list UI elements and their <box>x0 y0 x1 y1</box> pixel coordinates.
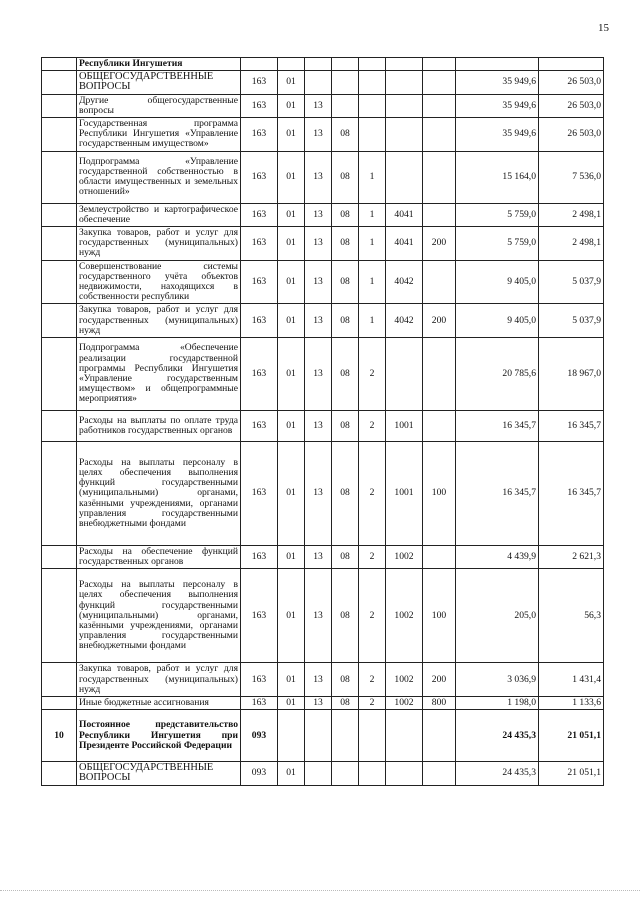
item-name-cell: Постоянное представительство Республики Ингушетия при Президенте Российской Федерации <box>77 710 241 762</box>
subprogram-code-cell: 1 <box>359 227 386 261</box>
planned-amount-cell: 35 949,6 <box>456 94 539 117</box>
program-code-cell: 08 <box>332 151 359 203</box>
subprogram-code-cell: 2 <box>359 697 386 710</box>
planned-amount-cell: 5 759,0 <box>456 203 539 226</box>
row-number-cell <box>42 762 77 785</box>
item-name-cell: Другие общегосударственные вопросы <box>77 94 241 117</box>
planned-amount-cell: 24 435,3 <box>456 710 539 762</box>
planned-amount-cell <box>456 58 539 71</box>
actual-amount-cell: 1 133,6 <box>539 697 604 710</box>
actual-amount-cell: 2 498,1 <box>539 203 604 226</box>
department-code-cell: 163 <box>241 94 278 117</box>
department-code-cell: 163 <box>241 227 278 261</box>
actual-amount-cell: 26 503,0 <box>539 71 604 94</box>
actual-amount-cell: 5 037,9 <box>539 304 604 338</box>
program-code-cell <box>332 710 359 762</box>
expense-type-code-cell <box>423 546 456 569</box>
page-number: 15 <box>598 22 609 34</box>
planned-amount-cell: 4 439,9 <box>456 546 539 569</box>
target-article-code-cell: 4041 <box>386 203 423 226</box>
section-code-cell <box>278 710 305 762</box>
section-code-cell <box>278 58 305 71</box>
subprogram-code-cell <box>359 118 386 152</box>
target-article-code-cell: 4042 <box>386 260 423 304</box>
section-code-cell: 01 <box>278 118 305 152</box>
department-code-cell: 163 <box>241 203 278 226</box>
subsection-code-cell: 13 <box>305 94 332 117</box>
planned-amount-cell: 35 949,6 <box>456 71 539 94</box>
target-article-code-cell <box>386 94 423 117</box>
planned-amount-cell: 9 405,0 <box>456 260 539 304</box>
budget-table <box>41 57 604 786</box>
item-name-cell: Закупка товаров, работ и услуг для государственных (муниципальных) нужд <box>77 304 241 338</box>
target-article-code-cell <box>386 762 423 785</box>
department-code-cell: 163 <box>241 304 278 338</box>
subsection-code-cell: 13 <box>305 260 332 304</box>
department-code-cell: 163 <box>241 569 278 663</box>
section-code-cell: 01 <box>278 411 305 442</box>
subprogram-code-cell: 1 <box>359 304 386 338</box>
actual-amount-cell <box>539 58 604 71</box>
department-code-cell: 093 <box>241 710 278 762</box>
actual-amount-cell: 21 051,1 <box>539 762 604 785</box>
section-code-cell: 01 <box>278 663 305 697</box>
table-row <box>42 118 604 152</box>
section-code-cell: 01 <box>278 203 305 226</box>
actual-amount-cell: 2 498,1 <box>539 227 604 261</box>
target-article-code-cell <box>386 118 423 152</box>
subsection-code-cell <box>305 58 332 71</box>
expense-type-code-cell <box>423 118 456 152</box>
program-code-cell: 08 <box>332 304 359 338</box>
department-code-cell: 163 <box>241 442 278 546</box>
item-name-cell: Землеустройство и картографическое обеспечение <box>77 203 241 226</box>
subprogram-code-cell: 2 <box>359 546 386 569</box>
row-number-cell <box>42 58 77 71</box>
department-code-cell: 163 <box>241 260 278 304</box>
actual-amount-cell: 2 621,3 <box>539 546 604 569</box>
program-code-cell <box>332 94 359 117</box>
planned-amount-cell: 16 345,7 <box>456 442 539 546</box>
item-name-cell: Республики Ингушетия <box>77 58 241 71</box>
row-number-cell <box>42 94 77 117</box>
target-article-code-cell: 1002 <box>386 663 423 697</box>
expense-type-code-cell <box>423 411 456 442</box>
section-code-cell: 01 <box>278 338 305 411</box>
expense-type-code-cell <box>423 338 456 411</box>
subsection-code-cell: 13 <box>305 338 332 411</box>
section-code-cell: 01 <box>278 71 305 94</box>
page-bottom-edge <box>0 890 640 892</box>
expense-type-code-cell <box>423 203 456 226</box>
subprogram-code-cell: 1 <box>359 151 386 203</box>
subsection-code-cell: 13 <box>305 697 332 710</box>
planned-amount-cell: 1 198,0 <box>456 697 539 710</box>
item-name-cell: Иные бюджетные ассигнования <box>77 697 241 710</box>
actual-amount-cell: 26 503,0 <box>539 94 604 117</box>
planned-amount-cell: 15 164,0 <box>456 151 539 203</box>
program-code-cell: 08 <box>332 260 359 304</box>
expense-type-code-cell <box>423 151 456 203</box>
expense-type-code-cell <box>423 260 456 304</box>
actual-amount-cell: 5 037,9 <box>539 260 604 304</box>
subsection-code-cell: 13 <box>305 151 332 203</box>
expense-type-code-cell: 100 <box>423 442 456 546</box>
table-row <box>42 260 604 304</box>
row-number-cell <box>42 151 77 203</box>
planned-amount-cell: 24 435,3 <box>456 762 539 785</box>
expense-type-code-cell: 200 <box>423 227 456 261</box>
actual-amount-cell: 26 503,0 <box>539 118 604 152</box>
subprogram-code-cell: 2 <box>359 442 386 546</box>
table-row <box>42 227 604 261</box>
item-name-cell: ОБЩЕГОСУДАРСТВЕННЫЕ ВОПРОСЫ <box>77 71 241 94</box>
section-code-cell: 01 <box>278 304 305 338</box>
table-row <box>42 304 604 338</box>
expense-type-code-cell: 200 <box>423 304 456 338</box>
subprogram-code-cell: 2 <box>359 338 386 411</box>
target-article-code-cell: 1002 <box>386 569 423 663</box>
program-code-cell: 08 <box>332 569 359 663</box>
department-code-cell: 163 <box>241 151 278 203</box>
actual-amount-cell: 56,3 <box>539 569 604 663</box>
planned-amount-cell: 35 949,6 <box>456 118 539 152</box>
subsection-code-cell: 13 <box>305 203 332 226</box>
table-row <box>42 569 604 663</box>
subsection-code-cell <box>305 710 332 762</box>
item-name-cell: Закупка товаров, работ и услуг для государственных (муниципальных) нужд <box>77 663 241 697</box>
program-code-cell: 08 <box>332 663 359 697</box>
planned-amount-cell: 20 785,6 <box>456 338 539 411</box>
item-name-cell: Подпрограмма «Управление государственной собственностью в области имущественных и земельных отношений» <box>77 151 241 203</box>
department-code-cell: 163 <box>241 697 278 710</box>
department-code-cell: 163 <box>241 338 278 411</box>
target-article-code-cell: 1001 <box>386 442 423 546</box>
row-number-cell <box>42 260 77 304</box>
table-row <box>42 546 604 569</box>
expense-type-code-cell <box>423 58 456 71</box>
row-number-cell <box>42 118 77 152</box>
item-name-cell: Государственная программа Республики Ингушетия «Управление государственным имуществом» <box>77 118 241 152</box>
planned-amount-cell: 205,0 <box>456 569 539 663</box>
target-article-code-cell: 4041 <box>386 227 423 261</box>
program-code-cell <box>332 58 359 71</box>
actual-amount-cell: 7 536,0 <box>539 151 604 203</box>
planned-amount-cell: 3 036,9 <box>456 663 539 697</box>
target-article-code-cell <box>386 338 423 411</box>
subsection-code-cell: 13 <box>305 304 332 338</box>
subprogram-code-cell: 2 <box>359 569 386 663</box>
target-article-code-cell: 1001 <box>386 411 423 442</box>
item-name-cell: ОБЩЕГОСУДАРСТВЕННЫЕ ВОПРОСЫ <box>77 762 241 785</box>
row-number-cell <box>42 411 77 442</box>
row-number-cell <box>42 227 77 261</box>
section-code-cell: 01 <box>278 260 305 304</box>
expense-type-code-cell: 200 <box>423 663 456 697</box>
subsection-code-cell <box>305 71 332 94</box>
item-name-cell: Расходы на выплаты персоналу в целях обеспечения выполнения функций государственными (муниципальными) органами, казёнными учреждениями, органами управления государственными внебюджетными фондами <box>77 442 241 546</box>
subsection-code-cell <box>305 762 332 785</box>
expense-type-code-cell <box>423 710 456 762</box>
item-name-cell: Расходы на выплаты персоналу в целях обеспечения выполнения функций государственными (муниципальными) органами, казёнными учреждениями, органами управления государственными внебюджетными фондами <box>77 569 241 663</box>
program-code-cell: 08 <box>332 697 359 710</box>
target-article-code-cell: 1002 <box>386 546 423 569</box>
actual-amount-cell: 21 051,1 <box>539 710 604 762</box>
expense-type-code-cell <box>423 71 456 94</box>
target-article-code-cell <box>386 58 423 71</box>
section-code-cell: 01 <box>278 546 305 569</box>
actual-amount-cell: 16 345,7 <box>539 411 604 442</box>
section-code-cell: 01 <box>278 762 305 785</box>
table-row <box>42 203 604 226</box>
subsection-code-cell: 13 <box>305 546 332 569</box>
section-code-cell: 01 <box>278 569 305 663</box>
table-row <box>42 710 604 762</box>
subsection-code-cell: 13 <box>305 118 332 152</box>
table-row <box>42 411 604 442</box>
expense-type-code-cell: 800 <box>423 697 456 710</box>
table-row <box>42 58 604 71</box>
department-code-cell: 093 <box>241 762 278 785</box>
target-article-code-cell: 1002 <box>386 697 423 710</box>
subsection-code-cell: 13 <box>305 411 332 442</box>
budget-table-body <box>42 58 604 786</box>
section-code-cell: 01 <box>278 697 305 710</box>
actual-amount-cell: 1 431,4 <box>539 663 604 697</box>
table-row <box>42 94 604 117</box>
program-code-cell <box>332 71 359 94</box>
expense-type-code-cell <box>423 762 456 785</box>
section-code-cell: 01 <box>278 442 305 546</box>
planned-amount-cell: 5 759,0 <box>456 227 539 261</box>
department-code-cell: 163 <box>241 71 278 94</box>
row-number-cell <box>42 442 77 546</box>
program-code-cell: 08 <box>332 203 359 226</box>
item-name-cell: Расходы на обеспечение функций государственных органов <box>77 546 241 569</box>
row-number-cell <box>42 663 77 697</box>
department-code-cell: 163 <box>241 546 278 569</box>
row-number-cell <box>42 569 77 663</box>
planned-amount-cell: 16 345,7 <box>456 411 539 442</box>
subsection-code-cell: 13 <box>305 442 332 546</box>
row-number-cell <box>42 203 77 226</box>
program-code-cell: 08 <box>332 118 359 152</box>
table-row <box>42 338 604 411</box>
target-article-code-cell <box>386 71 423 94</box>
table-row <box>42 71 604 94</box>
table-row <box>42 762 604 785</box>
subsection-code-cell: 13 <box>305 227 332 261</box>
actual-amount-cell: 16 345,7 <box>539 442 604 546</box>
planned-amount-cell: 9 405,0 <box>456 304 539 338</box>
subprogram-code-cell: 1 <box>359 260 386 304</box>
subsection-code-cell: 13 <box>305 569 332 663</box>
expense-type-code-cell: 100 <box>423 569 456 663</box>
item-name-cell: Подпрограмма «Обеспечение реализации государственной программы Республики Ингушетия «Управление государственным имуществом» и общепрограммные мероприятия» <box>77 338 241 411</box>
department-code-cell <box>241 58 278 71</box>
subprogram-code-cell: 2 <box>359 663 386 697</box>
expense-type-code-cell <box>423 94 456 117</box>
subprogram-code-cell <box>359 58 386 71</box>
subprogram-code-cell <box>359 710 386 762</box>
program-code-cell: 08 <box>332 338 359 411</box>
table-row <box>42 663 604 697</box>
subprogram-code-cell: 1 <box>359 203 386 226</box>
target-article-code-cell: 4042 <box>386 304 423 338</box>
row-number-cell: 10 <box>42 710 77 762</box>
section-code-cell: 01 <box>278 94 305 117</box>
row-number-cell <box>42 546 77 569</box>
program-code-cell <box>332 762 359 785</box>
target-article-code-cell <box>386 710 423 762</box>
section-code-cell: 01 <box>278 151 305 203</box>
table-row <box>42 442 604 546</box>
program-code-cell: 08 <box>332 442 359 546</box>
subprogram-code-cell <box>359 762 386 785</box>
actual-amount-cell: 18 967,0 <box>539 338 604 411</box>
program-code-cell: 08 <box>332 411 359 442</box>
program-code-cell: 08 <box>332 546 359 569</box>
target-article-code-cell <box>386 151 423 203</box>
item-name-cell: Совершенствование системы государственного учёта объектов недвижимости, находящихся в собственности республики <box>77 260 241 304</box>
program-code-cell: 08 <box>332 227 359 261</box>
section-code-cell: 01 <box>278 227 305 261</box>
department-code-cell: 163 <box>241 118 278 152</box>
item-name-cell: Закупка товаров, работ и услуг для государственных (муниципальных) нужд <box>77 227 241 261</box>
row-number-cell <box>42 338 77 411</box>
table-row <box>42 151 604 203</box>
item-name-cell: Расходы на выплаты по оплате труда работников государственных органов <box>77 411 241 442</box>
department-code-cell: 163 <box>241 663 278 697</box>
subprogram-code-cell <box>359 94 386 117</box>
row-number-cell <box>42 71 77 94</box>
table-row <box>42 697 604 710</box>
subprogram-code-cell: 2 <box>359 411 386 442</box>
subsection-code-cell: 13 <box>305 663 332 697</box>
row-number-cell <box>42 304 77 338</box>
subprogram-code-cell <box>359 71 386 94</box>
row-number-cell <box>42 697 77 710</box>
department-code-cell: 163 <box>241 411 278 442</box>
